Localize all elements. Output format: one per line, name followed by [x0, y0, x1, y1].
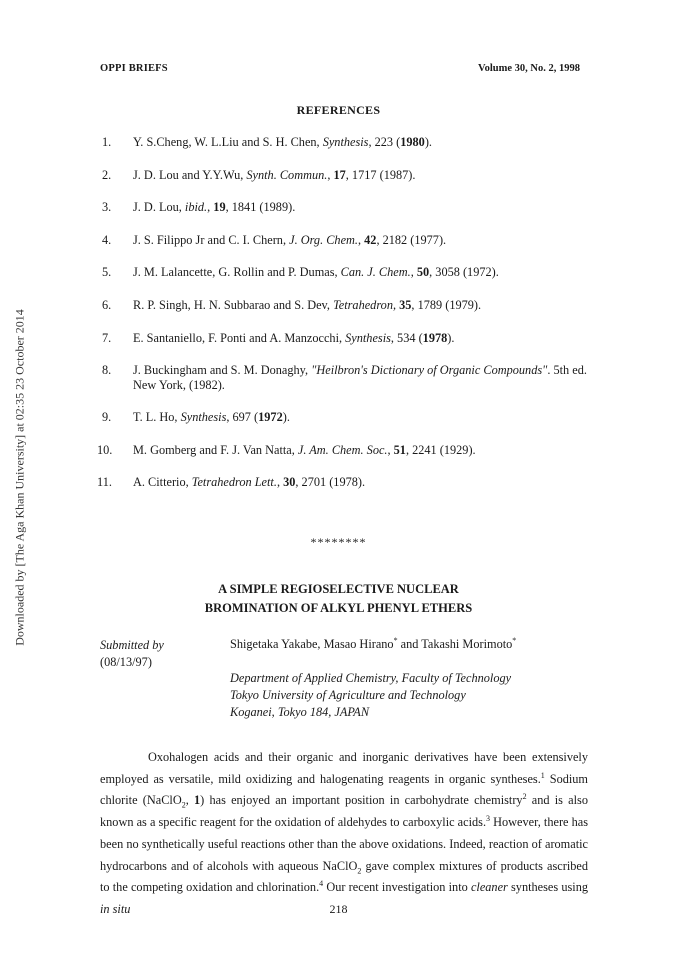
article-body-paragraph	[100, 747, 588, 921]
text-run: gave complex mixtures of products ascribed to the competing oxidation and chlorination.	[100, 858, 588, 895]
text-run: , 2241 (1929).	[405, 442, 476, 457]
author-name: and Takashi Morimoto	[397, 637, 513, 651]
text-run: 19	[213, 200, 226, 215]
text-run: Tetrahedron,	[333, 297, 397, 312]
reference-item	[97, 475, 590, 490]
reference-item	[100, 233, 590, 248]
reference-item	[100, 331, 590, 346]
text-run: 50	[416, 265, 430, 280]
reference-text	[133, 331, 454, 345]
author-list	[230, 637, 516, 652]
text-run: E. Santaniello, F. Ponti and A. Manzocchi,	[133, 330, 346, 345]
text-run: J. S. Filippo Jr and C. I. Chern,	[133, 232, 290, 247]
reference-number: 8.	[102, 363, 112, 378]
text-run: , 1789 (1979).	[411, 297, 482, 312]
page-number: 218	[329, 902, 348, 916]
running-header-journal: OPPI BRIEFS	[100, 63, 168, 74]
text-run: J. D. Lou and Y.Y.Wu,	[133, 167, 247, 182]
affiliation	[230, 670, 511, 721]
running-header-volume: Volume 30, No. 2, 1998	[478, 63, 580, 74]
reference-list	[97, 135, 590, 508]
text-run: 1978	[422, 330, 448, 345]
corresponding-author-mark: *	[393, 635, 398, 645]
text-run: Synthesis	[322, 135, 369, 149]
submitted-label: Submitted by	[100, 638, 164, 652]
text-run: 30	[283, 475, 296, 490]
text-run: ,	[276, 475, 284, 490]
reference-number: 10.	[97, 442, 113, 457]
text-run: T. L. Ho,	[133, 410, 181, 425]
text-run: , 697 (	[226, 410, 259, 425]
text-run: , 534 (	[390, 330, 423, 345]
reference-number: 9.	[102, 410, 112, 425]
reference-item	[100, 135, 590, 150]
text-run: 1	[540, 770, 545, 780]
text-run: 2	[181, 800, 186, 810]
text-run: J. D. Lou,	[133, 200, 185, 215]
text-run: , 223 (	[368, 135, 401, 149]
text-run: 35	[399, 297, 412, 312]
reference-item	[100, 200, 590, 215]
text-run: ,	[410, 265, 417, 280]
text-run: 17	[333, 167, 346, 182]
text-run: 51	[393, 442, 406, 457]
reference-text	[133, 443, 476, 457]
text-run: R. P. Singh, H. N. Subbarao and S. Dev,	[133, 297, 334, 312]
text-run: Can. J. Chem.	[340, 265, 411, 280]
author-name: Masao Hirano	[323, 637, 394, 651]
text-run: , 1717 (1987).	[345, 167, 416, 182]
reference-text	[133, 363, 587, 392]
text-run: ,	[387, 442, 394, 457]
text-run: 1980	[400, 135, 425, 149]
reference-text	[133, 200, 295, 214]
reference-number: 6.	[102, 297, 112, 312]
text-run: J. Buckingham and S. M. Donaghy,	[133, 363, 312, 378]
text-run: 1	[194, 793, 201, 808]
text-run: However, there has been no synthetically useful reactions other than the above oxidations. Indeed, reaction of aromatic hydrocarbons and of alcohols with aqueous NaClO	[100, 815, 589, 873]
submission-info	[100, 637, 164, 671]
section-separator: ********	[310, 535, 367, 549]
text-run: ibid.	[184, 200, 208, 215]
reference-item	[100, 168, 590, 183]
reference-item	[100, 265, 590, 280]
submitted-date: (08/13/97)	[100, 655, 152, 669]
reference-text	[133, 233, 446, 247]
text-run: ,	[207, 200, 214, 215]
reference-item	[100, 410, 590, 425]
text-run: ,	[358, 232, 365, 247]
text-run: J. Am. Chem. Soc.	[297, 442, 388, 457]
text-run: A. Citterio,	[133, 475, 192, 490]
text-run: 2	[522, 792, 527, 802]
text-run: Y. S.Cheng, W. L.Liu and S. H. Chen,	[133, 135, 323, 149]
text-run: ,	[185, 793, 194, 808]
text-run: Tetrahedron Lett.	[191, 475, 277, 490]
text-run: cleaner	[470, 880, 508, 895]
author-name: Shigetaka Yakabe,	[230, 637, 324, 651]
reference-text	[133, 410, 290, 424]
text-run: J. Org. Chem.	[289, 232, 358, 247]
reference-text	[133, 298, 481, 312]
corresponding-author-mark: *	[512, 635, 517, 645]
text-run: Synthesis	[180, 410, 227, 425]
text-run: "Heilbron's Dictionary of Organic Compounds"	[311, 363, 548, 378]
text-run: and is also known as a specific reagent for the oxidation of aldehydes to carboxylic acids.	[100, 793, 588, 830]
reference-item	[100, 298, 590, 313]
text-run: . 5th ed. New York, (1982).	[133, 363, 587, 393]
reference-text	[133, 265, 499, 279]
reference-number: 11.	[97, 475, 112, 490]
text-run: 2	[357, 865, 362, 875]
affiliation-line: Department of Applied Chemistry, Faculty of Technology	[230, 671, 512, 685]
text-run: M. Gomberg and F. J. Van Natta,	[133, 442, 298, 457]
text-run: 4	[319, 879, 324, 889]
text-run: Synthesis	[345, 330, 391, 345]
text-run: , 2701 (1978).	[295, 475, 366, 490]
text-run: in situ	[100, 901, 131, 916]
text-run: , 1841 (1989).	[225, 200, 296, 215]
text-run: 3	[486, 814, 491, 824]
text-run: ,	[327, 167, 334, 182]
reference-text	[133, 475, 365, 489]
reference-number: 7.	[102, 330, 112, 345]
text-run: ) has enjoyed an important position in carbohydrate chemistry	[200, 793, 523, 808]
reference-number: 4.	[102, 232, 112, 247]
text-run: Synth. Commun.	[246, 167, 328, 182]
reference-number: 1.	[102, 135, 112, 149]
text-run: ).	[447, 330, 455, 345]
article-title-line-2: BROMINATION OF ALKYL PHENYL ETHERS	[204, 601, 473, 615]
reference-number: 5.	[102, 265, 112, 280]
text-run: ).	[282, 410, 290, 425]
article-title	[0, 580, 677, 618]
text-run: syntheses using	[507, 880, 588, 895]
reference-item	[97, 442, 590, 458]
affiliation-line: Koganei, Tokyo 184, JAPAN	[230, 705, 370, 719]
references-heading: REFERENCES	[296, 103, 381, 117]
reference-number: 2.	[102, 167, 112, 182]
text-run: Sodium chlorite (NaClO	[100, 771, 588, 808]
reference-text	[133, 168, 415, 182]
reference-item	[100, 363, 590, 393]
reference-text	[133, 135, 432, 149]
article-title-line-1: A SIMPLE REGIOSELECTIVE NUCLEAR	[218, 582, 459, 596]
affiliation-line: Tokyo University of Agriculture and Technology	[230, 688, 466, 702]
text-run: Oxohalogen acids and their organic and inorganic derivatives have been extensively employed as versatile, mild oxidizing and halogenating reagents in organic syntheses.	[100, 750, 588, 786]
text-run: , 3058 (1972).	[429, 265, 499, 280]
reference-number: 3.	[102, 200, 112, 215]
text-run: Our recent investigation into	[323, 880, 471, 895]
text-run: J. M. Lalancette, G. Rollin and P. Dumas,	[133, 265, 341, 280]
text-run: 1972	[258, 410, 283, 425]
text-run: , 2182 (1977).	[376, 232, 447, 247]
download-watermark: Downloaded by [The Aga Khan University] at 02:35 23 October 2014	[12, 309, 27, 646]
text-run: 42	[364, 232, 377, 247]
text-run: ).	[424, 135, 432, 149]
